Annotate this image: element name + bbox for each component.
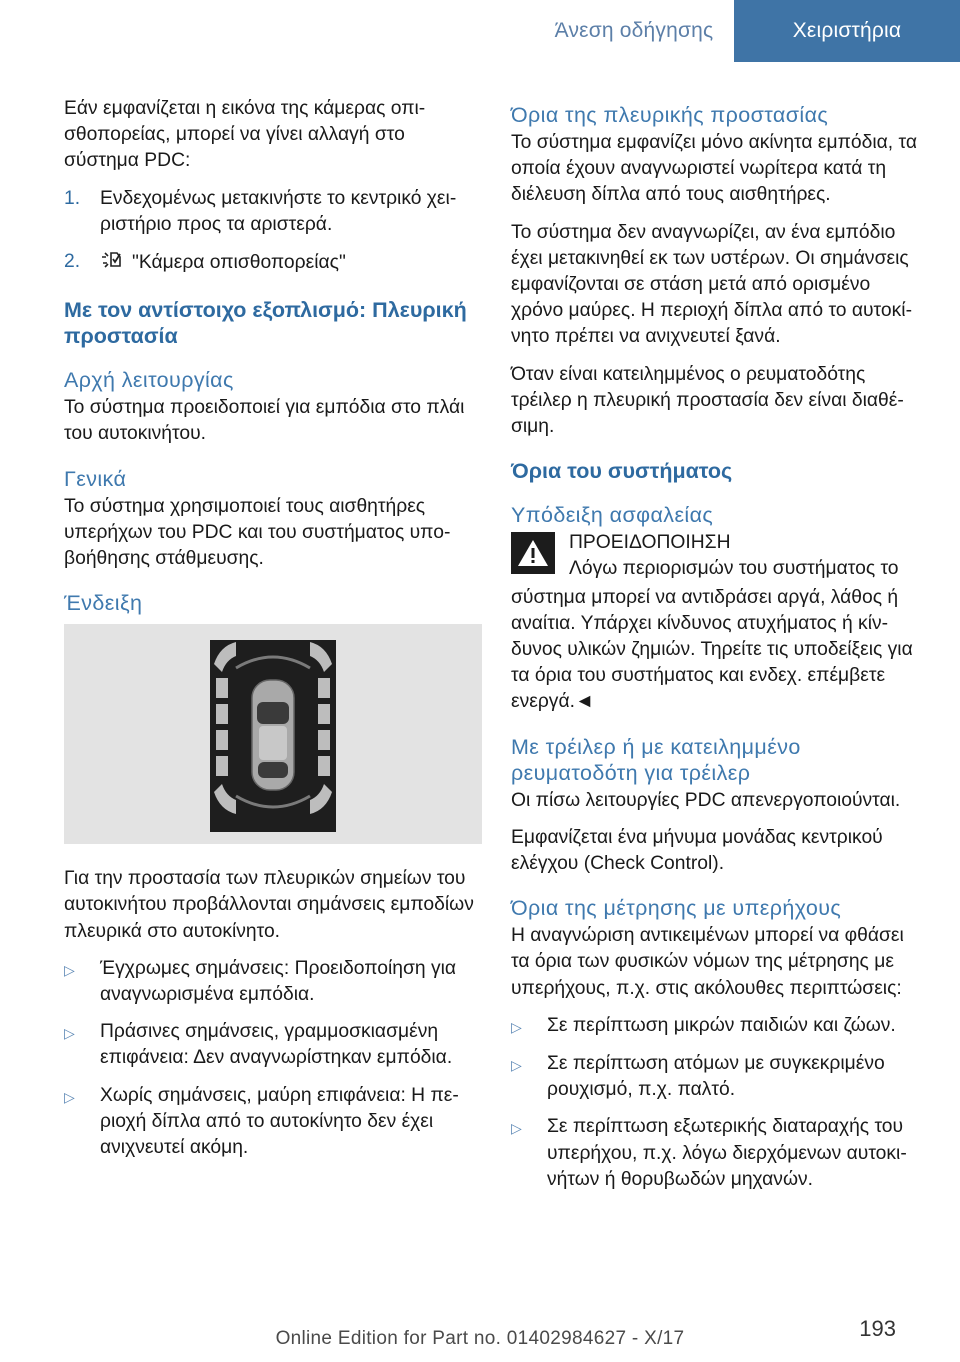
paragraph: Το σύστημα εμφανίζει μόνο ακίνητα εμπόδια, τα οποία έχουν αναγνωριστεί νωρίτερα κατά τη διέλευση δίπλα από τους αισθητήρες. [511, 132, 917, 206]
camera-icon [100, 249, 126, 279]
paragraph: Οι πίσω λειτουργίες PDC απενεργοποιούνται. [511, 789, 901, 811]
left-column [64, 96, 482, 1172]
bullet-text: Πράσινες σημάνσεις, γραμμοσκιασμένη επιφάνεια: Δεν αναγνωρίστηκαν εμπόδια. [100, 1021, 453, 1069]
list-item [64, 1083, 482, 1162]
display-text: Για την προστασία των πλευρικών σημείων του αυτοκινήτου προβάλλονται σημάνσεις εμποδίων πλευρικά στο αυτοκίνητο. [64, 868, 474, 942]
steps-list [64, 186, 482, 280]
ultrasound-bullets [511, 1013, 925, 1193]
heading-safety: Υπόδειξη ασφαλείας [511, 503, 714, 528]
paragraph: Η αναγνώριση αντικειμένων μπορεί να φθάσει τα όρια των φυσικών νόμων της μέτρησης με υπερήχους, π.χ. στις ακόλουθες περιπτώσεις: [511, 925, 904, 999]
right-column [511, 96, 925, 1204]
warning-body: σύστημα μπορεί να αντιδράσει αργά, λάθος ή αναίτια. Υπάρχει κίνδυνος ατυχήματος ή κίνδυνος υλικών ζημιών. Τηρείτε τις υποδείξεις για τα όρια του συστήματος και ενδεχ. επέμβετε ενεργά.◄ [511, 586, 913, 713]
paragraph: Όταν είναι κατειλημμένος ο ρευματοδότης τρέιλερ η πλευρική προστασία δεν είναι διαθέσιμη. [511, 363, 904, 438]
display-bullets [64, 956, 482, 1161]
heading-side-protection: Με τον αντίστοιχο εξοπλισμό: Πλευρική προστασία [64, 298, 467, 349]
bullet-text: Σε περίπτωση εξωτερικής διαταραχής του υπερήχου, π.χ. λόγω διερχόμενων αυτοκινήτων ή θορυβωδών μηχανών. [547, 1116, 907, 1190]
triangle-bullet-icon: ▷ [64, 1088, 75, 1105]
tab-controls-active[interactable]: Χειριστήρια [734, 0, 960, 62]
step-item [64, 186, 482, 238]
header-tabs [534, 0, 960, 62]
step-item [64, 249, 482, 279]
step-number: 2. [64, 251, 81, 273]
principle-text: Το σύστημα προειδοποιεί για εμπόδια στο πλάι του αυτοκινήτου. [64, 397, 465, 445]
heading-principle: Αρχή λειτουργίας [64, 368, 234, 393]
warning-title: ΠΡΟΕΙΔΟΠΟΙΗΣΗ [569, 532, 731, 554]
heading-general: Γενικά [64, 466, 127, 491]
bullet-text: Έγχρωμες σημάνσεις: Προειδοποίηση για αναγνωρισμένα εμπόδια. [100, 957, 457, 1006]
footer-edition: Online Edition for Part no. 01402984627 - X/17 [275, 1328, 685, 1349]
list-item [64, 1019, 482, 1071]
step-text: "Κάμερα οπισθοπορείας" [132, 252, 346, 274]
step-text: Ενδεχομένως μετακινήστε το κεντρικό χειριστήριο προς τα αριστερά. [100, 187, 457, 235]
list-item [511, 1013, 925, 1040]
triangle-bullet-icon: ▷ [511, 1057, 522, 1074]
bullet-text: Χωρίς σημάνσεις, μαύρη επιφάνεια: Η περιοχή δίπλα από το αυτοκίνητο δεν έχει ανιχνευτεί ακόμη. [100, 1084, 459, 1159]
heading-system-limits: Όρια του συστήματος [511, 459, 733, 484]
bullet-text: Σε περίπτωση μικρών παιδιών και ζώων. [547, 1014, 896, 1036]
paragraph: Το σύστημα δεν αναγνωρίζει, αν ένα εμπόδιο έχει μετακινηθεί εκ των υστέρων. Οι σημάνσεις εμφανίζονται σε στάση μετά από ορισμένο χρόνο μαύρες. Η περιοχή δίπλα από το αυτοκίνητο πρέπει να ανιχνευτεί ξανά. [511, 221, 912, 348]
warning-icon [511, 532, 555, 574]
warning-block [511, 530, 925, 582]
heading-display: Ένδειξη [64, 591, 143, 616]
warning-first-line: Λόγω περιορισμών του συστήματος το [569, 558, 899, 580]
list-item [511, 1114, 925, 1193]
heading-limits-side: Όρια της πλευρικής προστασίας [511, 103, 829, 127]
list-item [64, 956, 482, 1008]
list-item [511, 1051, 925, 1103]
side-protection-figure [64, 624, 482, 844]
heading-trailer: Με τρέιλερ ή με κατειλημμένο ρευματοδότη για τρέιλερ [511, 734, 801, 785]
triangle-bullet-icon: ▷ [511, 1018, 522, 1035]
step-number: 1. [64, 187, 81, 209]
triangle-bullet-icon: ▷ [511, 1120, 522, 1137]
tab-section-comfort[interactable]: Άνεση οδήγησης [534, 0, 734, 62]
intro-paragraph: Εάν εμφανίζεται η εικόνα της κάμερας οπισθοπορείας, μπορεί να γίνει αλλαγή στο σύστημα PDC: [64, 98, 426, 172]
triangle-bullet-icon: ▷ [64, 961, 75, 978]
bullet-text: Σε περίπτωση ατόμων με συγκεκριμένο ρουχισμό, π.χ. παλτό. [547, 1053, 885, 1101]
general-text: Το σύστημα χρησιμοποιεί τους αισθητήρες υπερήχων του PDC και του συστήματος υποβοήθησης στάθμευσης. [64, 495, 451, 570]
page-number: 193 [859, 1316, 896, 1341]
heading-ultrasound: Όρια της μέτρησης με υπερήχους [511, 896, 842, 921]
paragraph: Εμφανίζεται ένα μήνυμα μονάδας κεντρικού ελέγχου (Check Control). [511, 826, 883, 875]
triangle-bullet-icon: ▷ [64, 1025, 75, 1042]
